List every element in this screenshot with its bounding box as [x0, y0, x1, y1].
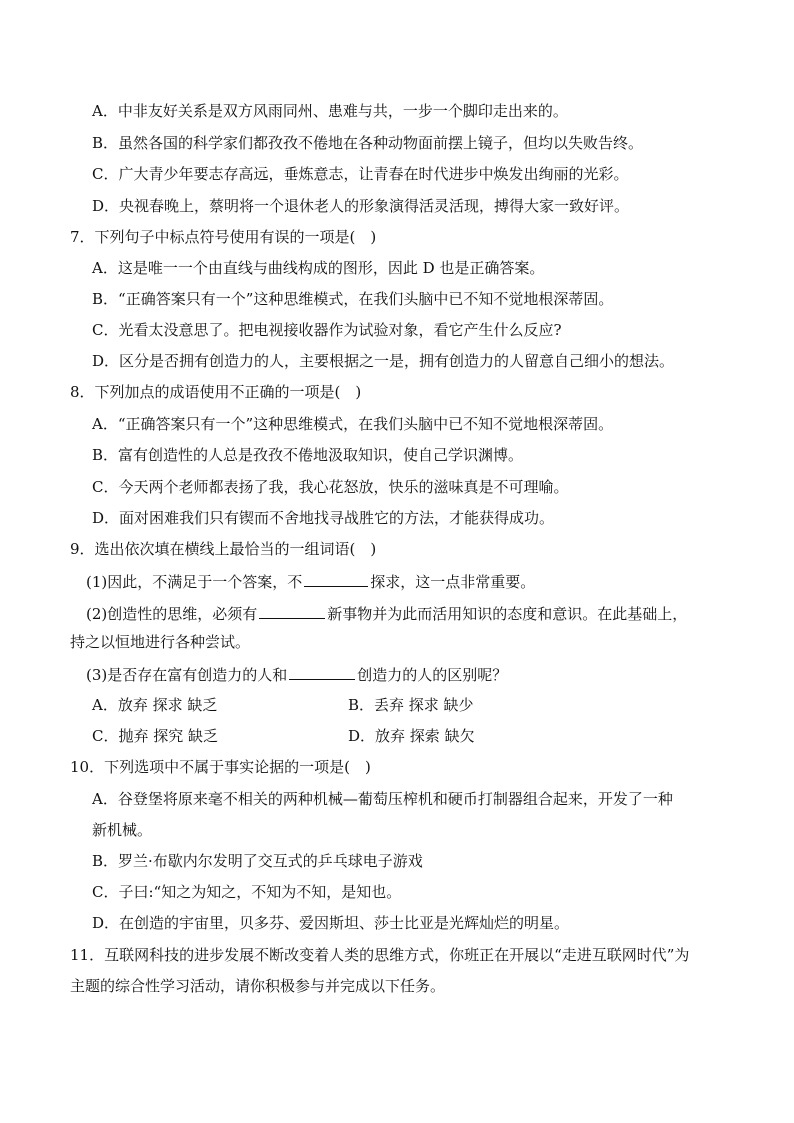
q10-option-b: B．罗兰·布歇内尔发明了交互式的乒乓球电子游戏 [92, 852, 423, 870]
q9-stem: 9．选出依次填在横线上最恰当的一组词语( ) [70, 540, 377, 558]
q10-option-a-line-2: 新机械。 [92, 821, 153, 839]
q9-s2-before: (2)创造性的思维，必须有 [86, 605, 258, 623]
q9-s3-before: (3)是否存在富有创造力的人和 [86, 666, 288, 684]
q9-sentence-2 [86, 602, 687, 622]
q9-option-d: D．放弃 探索 缺欠 [348, 727, 475, 745]
q9-blank-2 [259, 602, 325, 619]
q9-blank-3 [289, 663, 355, 680]
q6-option-a: A．中非友好关系是双方风雨同州、患难与共，一步一个脚印走出来的。 [92, 102, 568, 120]
q9-sentence-3 [86, 663, 507, 683]
q6-option-c: C．广大青少年要志存高远，垂炼意志，让青春在时代进步中焕发出绚丽的光彩。 [92, 165, 629, 183]
q9-blank-1 [304, 570, 368, 587]
q7-option-d: D．区分是否拥有创造力的人，主要根据之一是，拥有创造力的人留意自己细小的想法。 [92, 352, 675, 370]
q11-line-1: 11．互联网科技的进步发展不断改变着人类的思维方式，你班正在开展以“走进互联网时代”为 [70, 946, 690, 964]
q10-option-a-line-1: A．谷登堡将原来毫不相关的两种机械—葡萄压榨机和硬币打制器组合起来，开发了一种 [92, 790, 673, 808]
q9-s1-after: 探求，这一点非常重要。 [370, 573, 536, 591]
q10-stem: 10．下列选项中不属于事实论据的一项是( ) [70, 758, 371, 776]
q9-s2-after: 新事物并为此而活用知识的态度和意识。在此基础上， [327, 605, 688, 623]
q10-option-d: D．在创造的宇宙里，贝多芬、爱因斯坦、莎士比亚是光辉灿烂的明星。 [92, 914, 570, 932]
q9-s3-after: 创造力的人的区别呢？ [357, 666, 508, 684]
q6-option-b: B．虽然各国的科学家们都孜孜不倦地在各种动物面前摆上镜子，但均以失败告终。 [92, 134, 644, 152]
q6-option-d: D．央视春晚上，蔡明将一个退休老人的形象演得活灵活现，搏得大家一致好评。 [92, 197, 630, 215]
q9-option-c: C．抛弃 探究 缺乏 [92, 727, 219, 745]
q9-option-b: B．丢弃 探求 缺少 [348, 696, 474, 714]
q10-option-c: C．子曰:“知之为知之，不知为不知，是知也。 [92, 883, 402, 901]
q9-sentence-2-cont: 持之以恒地进行各种尝试。 [70, 633, 251, 651]
q8-option-b: B．富有创造性的人总是孜孜不倦地汲取知识，使自己学识渊博。 [92, 446, 524, 464]
q8-option-d: D．面对困难我们只有锲而不舍地找寻战胜它的方法，才能获得成功。 [92, 509, 555, 527]
q8-option-c: C．今天两个老师都表扬了我，我心花怒放，快乐的滋味真是不可理喻。 [92, 478, 569, 496]
q9-s1-before: (1)因此，不满足于一个答案，不 [86, 573, 303, 591]
q8-option-a: A．“正确答案只有一个”这种思维模式，在我们头脑中已不知不觉地根深蒂固。 [92, 415, 614, 433]
q7-option-b: B．“正确答案只有一个”这种思维模式，在我们头脑中已不知不觉地根深蒂固。 [92, 290, 614, 308]
q7-stem: 7．下列句子中标点符号使用有误的一项是( ) [70, 228, 377, 246]
q8-stem: 8．下列加点的成语使用不正确的一项是( ) [70, 383, 362, 401]
q7-option-c: C．光看太没意思了。把电视接收器作为试验对象，看它产生什么反应? [92, 321, 562, 339]
q11-line-2: 主题的综合性学习活动，请你积极参与并完成以下任务。 [70, 977, 446, 995]
q9-sentence-1 [86, 570, 535, 590]
q9-option-a: A．放弃 探求 缺乏 [92, 696, 218, 714]
q7-option-a: A．这是唯一一个由直线与曲线构成的图形，因此 D 也是正确答案。 [92, 259, 545, 277]
